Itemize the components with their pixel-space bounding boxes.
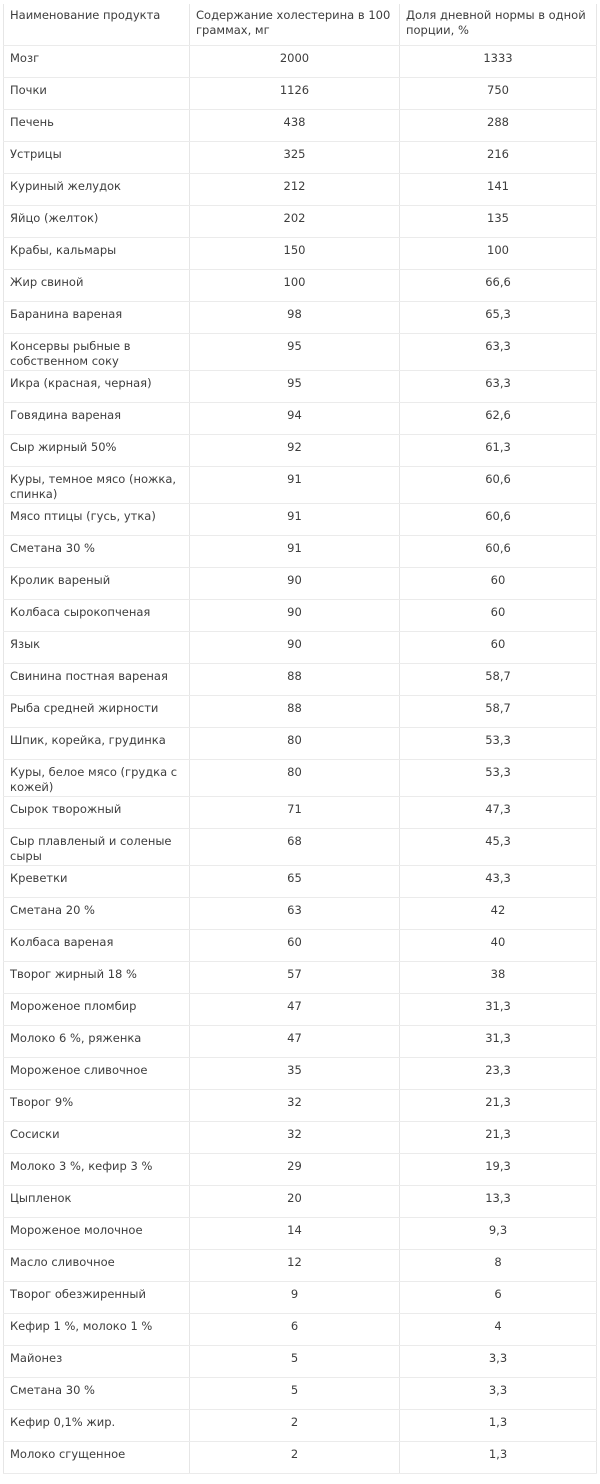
- daily-share-cell: 66,6: [400, 270, 597, 302]
- cholesterol-value-cell: 91: [190, 467, 400, 504]
- table-row: [4, 1378, 597, 1410]
- daily-share-cell: 13,3: [400, 1186, 597, 1218]
- cholesterol-value-cell: 29: [190, 1154, 400, 1186]
- table-row: [4, 1442, 597, 1474]
- cholesterol-value-cell: 2: [190, 1442, 400, 1474]
- cholesterol-value-cell: 80: [190, 728, 400, 760]
- table-row: [4, 1090, 597, 1122]
- table-row: [4, 994, 597, 1026]
- product-name-cell: Сыр плавленый и соленые сыры: [4, 829, 190, 866]
- product-name-cell: Мороженое пломбир: [4, 994, 190, 1026]
- cholesterol-value-cell: 150: [190, 238, 400, 270]
- table-row: [4, 1058, 597, 1090]
- table-row: [4, 568, 597, 600]
- daily-share-cell: 61,3: [400, 435, 597, 467]
- cholesterol-value-cell: 98: [190, 302, 400, 334]
- cholesterol-value-cell: 2: [190, 1410, 400, 1442]
- cholesterol-value-cell: 32: [190, 1090, 400, 1122]
- daily-share-cell: 750: [400, 78, 597, 110]
- cholesterol-value-cell: 91: [190, 504, 400, 536]
- product-name-cell: Сыр жирный 50%: [4, 435, 190, 467]
- daily-share-cell: 60,6: [400, 536, 597, 568]
- table-row: [4, 238, 597, 270]
- daily-share-cell: 288: [400, 110, 597, 142]
- cholesterol-table: [3, 4, 597, 1474]
- table-row: [4, 142, 597, 174]
- daily-share-cell: 1,3: [400, 1442, 597, 1474]
- table-row: [4, 898, 597, 930]
- product-name-cell: Куриный желудок: [4, 174, 190, 206]
- cholesterol-value-cell: 71: [190, 797, 400, 829]
- table-row: [4, 1250, 597, 1282]
- daily-share-cell: 4: [400, 1314, 597, 1346]
- daily-share-cell: 216: [400, 142, 597, 174]
- product-name-cell: Икра (красная, черная): [4, 371, 190, 403]
- cholesterol-value-cell: 95: [190, 334, 400, 371]
- table-row: [4, 829, 597, 866]
- cholesterol-value-cell: 68: [190, 829, 400, 866]
- daily-share-cell: 60,6: [400, 467, 597, 504]
- daily-share-cell: 58,7: [400, 664, 597, 696]
- cholesterol-value-cell: 438: [190, 110, 400, 142]
- cholesterol-value-cell: 91: [190, 536, 400, 568]
- table-row: [4, 270, 597, 302]
- product-name-cell: Почки: [4, 78, 190, 110]
- cholesterol-value-cell: 88: [190, 696, 400, 728]
- product-name-cell: Кефир 0,1% жир.: [4, 1410, 190, 1442]
- cholesterol-value-cell: 63: [190, 898, 400, 930]
- table-row: [4, 371, 597, 403]
- product-name-cell: Колбаса вареная: [4, 930, 190, 962]
- table-row: [4, 403, 597, 435]
- product-name-cell: Творог 9%: [4, 1090, 190, 1122]
- daily-share-cell: 6: [400, 1282, 597, 1314]
- daily-share-cell: 60,6: [400, 504, 597, 536]
- product-name-cell: Масло сливочное: [4, 1250, 190, 1282]
- daily-share-cell: 60: [400, 568, 597, 600]
- daily-share-cell: 63,3: [400, 371, 597, 403]
- cholesterol-value-cell: 6: [190, 1314, 400, 1346]
- product-name-cell: Сосиски: [4, 1122, 190, 1154]
- cholesterol-value-cell: 90: [190, 600, 400, 632]
- product-name-cell: Творог обезжиренный: [4, 1282, 190, 1314]
- table-row: [4, 1282, 597, 1314]
- daily-share-cell: 42: [400, 898, 597, 930]
- cholesterol-value-cell: 9: [190, 1282, 400, 1314]
- daily-share-cell: 65,3: [400, 302, 597, 334]
- daily-share-cell: 38: [400, 962, 597, 994]
- daily-share-cell: 31,3: [400, 1026, 597, 1058]
- table-row: [4, 467, 597, 504]
- product-name-cell: Куры, белое мясо (грудка с кожей): [4, 760, 190, 797]
- product-name-cell: Говядина вареная: [4, 403, 190, 435]
- product-name-cell: Рыба средней жирности: [4, 696, 190, 728]
- cholesterol-value-cell: 94: [190, 403, 400, 435]
- product-name-cell: Цыпленок: [4, 1186, 190, 1218]
- table-row: [4, 1346, 597, 1378]
- daily-share-cell: 1,3: [400, 1410, 597, 1442]
- cholesterol-value-cell: 14: [190, 1218, 400, 1250]
- daily-share-cell: 23,3: [400, 1058, 597, 1090]
- daily-share-cell: 47,3: [400, 797, 597, 829]
- header-daily-share: Доля дневной нормы в одной порции, %: [400, 4, 597, 46]
- cholesterol-value-cell: 90: [190, 568, 400, 600]
- daily-share-cell: 141: [400, 174, 597, 206]
- product-name-cell: Яйцо (желток): [4, 206, 190, 238]
- table-row: [4, 110, 597, 142]
- product-name-cell: Жир свиной: [4, 270, 190, 302]
- product-name-cell: Мороженое сливочное: [4, 1058, 190, 1090]
- product-name-cell: Крабы, кальмары: [4, 238, 190, 270]
- daily-share-cell: 1333: [400, 46, 597, 78]
- table-row: [4, 1218, 597, 1250]
- daily-share-cell: 53,3: [400, 728, 597, 760]
- daily-share-cell: 31,3: [400, 994, 597, 1026]
- table-row: [4, 504, 597, 536]
- cholesterol-value-cell: 12: [190, 1250, 400, 1282]
- product-name-cell: Молоко сгущенное: [4, 1442, 190, 1474]
- daily-share-cell: 58,7: [400, 696, 597, 728]
- cholesterol-value-cell: 80: [190, 760, 400, 797]
- cholesterol-value-cell: 5: [190, 1378, 400, 1410]
- product-name-cell: Язык: [4, 632, 190, 664]
- table-row: [4, 930, 597, 962]
- product-name-cell: Колбаса сырокопченая: [4, 600, 190, 632]
- table-row: [4, 1410, 597, 1442]
- table-row: [4, 334, 597, 371]
- product-name-cell: Сметана 20 %: [4, 898, 190, 930]
- daily-share-cell: 21,3: [400, 1090, 597, 1122]
- product-name-cell: Креветки: [4, 866, 190, 898]
- cholesterol-value-cell: 100: [190, 270, 400, 302]
- product-name-cell: Печень: [4, 110, 190, 142]
- product-name-cell: Устрицы: [4, 142, 190, 174]
- product-name-cell: Кефир 1 %, молоко 1 %: [4, 1314, 190, 1346]
- daily-share-cell: 60: [400, 600, 597, 632]
- cholesterol-value-cell: 88: [190, 664, 400, 696]
- cholesterol-value-cell: 90: [190, 632, 400, 664]
- product-name-cell: Консервы рыбные в собственном соку: [4, 334, 190, 371]
- daily-share-cell: 3,3: [400, 1346, 597, 1378]
- table-row: [4, 174, 597, 206]
- product-name-cell: Кролик вареный: [4, 568, 190, 600]
- table-row: [4, 962, 597, 994]
- table-row: [4, 632, 597, 664]
- daily-share-cell: 63,3: [400, 334, 597, 371]
- daily-share-cell: 21,3: [400, 1122, 597, 1154]
- daily-share-cell: 8: [400, 1250, 597, 1282]
- table-row: [4, 664, 597, 696]
- table-row: [4, 1314, 597, 1346]
- table-row: [4, 696, 597, 728]
- cholesterol-value-cell: 47: [190, 994, 400, 1026]
- daily-share-cell: 62,6: [400, 403, 597, 435]
- cholesterol-value-cell: 47: [190, 1026, 400, 1058]
- table-row: [4, 302, 597, 334]
- header-cholesterol-content: Содержание холестерина в 100 граммах, мг: [190, 4, 400, 46]
- table-row: [4, 797, 597, 829]
- daily-share-cell: 19,3: [400, 1154, 597, 1186]
- product-name-cell: Сметана 30 %: [4, 536, 190, 568]
- product-name-cell: Баранина вареная: [4, 302, 190, 334]
- cholesterol-value-cell: 95: [190, 371, 400, 403]
- cholesterol-value-cell: 20: [190, 1186, 400, 1218]
- cholesterol-value-cell: 92: [190, 435, 400, 467]
- table-row: [4, 600, 597, 632]
- table-row: [4, 760, 597, 797]
- cholesterol-value-cell: 325: [190, 142, 400, 174]
- product-name-cell: Мясо птицы (гусь, утка): [4, 504, 190, 536]
- cholesterol-value-cell: 1126: [190, 78, 400, 110]
- cholesterol-value-cell: 202: [190, 206, 400, 238]
- table-row: [4, 1186, 597, 1218]
- table-row: [4, 435, 597, 467]
- cholesterol-value-cell: 57: [190, 962, 400, 994]
- cholesterol-table-container: [3, 4, 596, 1474]
- cholesterol-value-cell: 212: [190, 174, 400, 206]
- daily-share-cell: 45,3: [400, 829, 597, 866]
- product-name-cell: Куры, темное мясо (ножка, спинка): [4, 467, 190, 504]
- product-name-cell: Свинина постная вареная: [4, 664, 190, 696]
- cholesterol-value-cell: 32: [190, 1122, 400, 1154]
- product-name-cell: Мозг: [4, 46, 190, 78]
- daily-share-cell: 43,3: [400, 866, 597, 898]
- table-header-row: [4, 4, 597, 46]
- table-row: [4, 78, 597, 110]
- table-row: [4, 206, 597, 238]
- daily-share-cell: 100: [400, 238, 597, 270]
- product-name-cell: Мороженое молочное: [4, 1218, 190, 1250]
- table-row: [4, 1154, 597, 1186]
- cholesterol-value-cell: 35: [190, 1058, 400, 1090]
- table-row: [4, 1026, 597, 1058]
- daily-share-cell: 60: [400, 632, 597, 664]
- table-row: [4, 866, 597, 898]
- cholesterol-value-cell: 2000: [190, 46, 400, 78]
- product-name-cell: Сметана 30 %: [4, 1378, 190, 1410]
- product-name-cell: Майонез: [4, 1346, 190, 1378]
- table-row: [4, 46, 597, 78]
- product-name-cell: Молоко 6 %, ряженка: [4, 1026, 190, 1058]
- table-row: [4, 728, 597, 760]
- product-name-cell: Творог жирный 18 %: [4, 962, 190, 994]
- daily-share-cell: 40: [400, 930, 597, 962]
- table-row: [4, 536, 597, 568]
- header-product-name: Наименование продукта: [4, 4, 190, 46]
- table-body: [4, 46, 597, 1474]
- daily-share-cell: 3,3: [400, 1378, 597, 1410]
- daily-share-cell: 135: [400, 206, 597, 238]
- product-name-cell: Молоко 3 %, кефир 3 %: [4, 1154, 190, 1186]
- product-name-cell: Шпик, корейка, грудинка: [4, 728, 190, 760]
- product-name-cell: Сырок творожный: [4, 797, 190, 829]
- cholesterol-value-cell: 60: [190, 930, 400, 962]
- daily-share-cell: 9,3: [400, 1218, 597, 1250]
- cholesterol-value-cell: 5: [190, 1346, 400, 1378]
- cholesterol-value-cell: 65: [190, 866, 400, 898]
- daily-share-cell: 53,3: [400, 760, 597, 797]
- table-row: [4, 1122, 597, 1154]
